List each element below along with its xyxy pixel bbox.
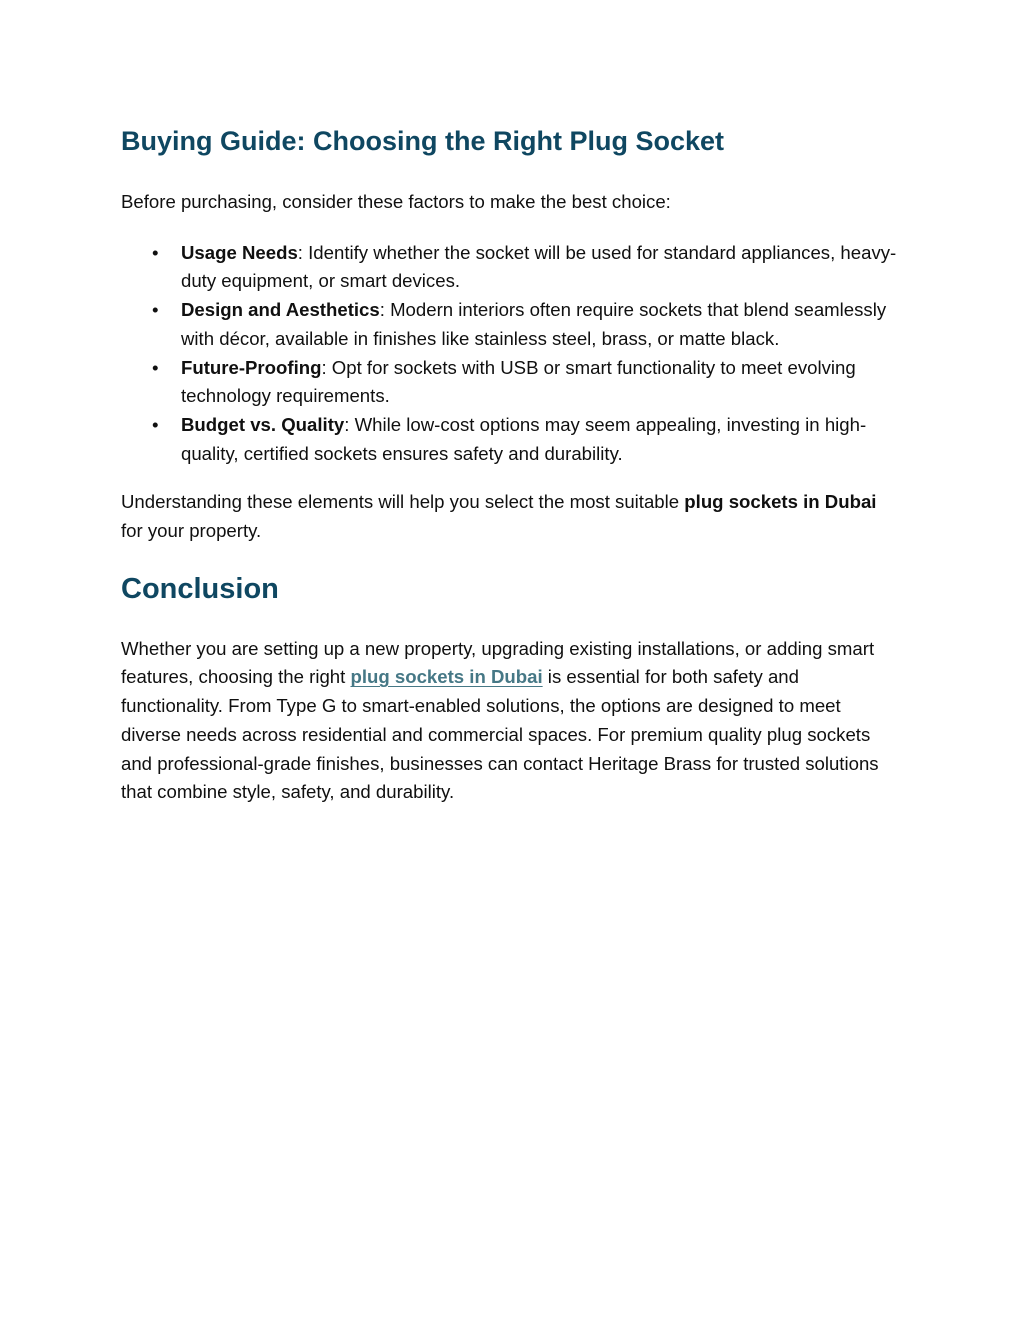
list-item-text: : Identify whether the socket will be used for standard appliances, heavy-duty equipment, or smart devices. xyxy=(181,241,897,292)
buying-guide-heading: Buying Guide: Choosing the Right Plug Socket xyxy=(121,126,724,156)
bullet-icon: • xyxy=(152,241,159,263)
bullet-icon: • xyxy=(152,356,159,378)
list-item-label: Future-Proofing xyxy=(181,356,322,378)
conclusion-text-before: Whether you are setting up a new property, upgrading existing installations, or adding smart features, choosing the right xyxy=(121,637,875,688)
list-item-text: : While low-cost options may seem appealing, investing in high-quality, certified sockets ensures safety and durability. xyxy=(181,413,867,464)
list-item-future-proofing xyxy=(121,354,903,411)
factors-list xyxy=(121,239,903,469)
conclusion-text-after: is essential for both safety and functionality. From Type G to smart-enabled solutions, the options are designed to meet diverse needs across residential and commercial spaces. For premium quality plug sockets and professional-grade finishes, businesses can contact Heritage Brass for trusted solutions that combine style, safety, and durability. xyxy=(121,666,879,803)
intro-paragraph: Before purchasing, consider these factors to make the best choice: xyxy=(121,191,671,212)
list-item-usage-needs xyxy=(121,239,903,296)
list-item-label: Budget vs. Quality xyxy=(181,413,345,435)
closing-text-before: Understanding these elements will help you select the most suitable xyxy=(121,491,685,513)
bullet-icon: • xyxy=(152,413,159,435)
list-item-design-aesthetics xyxy=(121,296,903,353)
list-item-budget-quality xyxy=(121,411,903,468)
closing-bold-phrase: plug sockets in Dubai xyxy=(684,491,877,513)
closing-paragraph xyxy=(121,488,903,545)
closing-text-after: for your property. xyxy=(121,520,262,542)
list-item-text: : Modern interiors often require sockets that blend seamlessly with décor, available in finishes like stainless steel, brass, or matte black. xyxy=(181,299,887,349)
list-item-label: Usage Needs xyxy=(181,241,298,263)
plug-sockets-in-dubai-link[interactable]: plug sockets in Dubai xyxy=(350,666,543,688)
conclusion-heading: Conclusion xyxy=(121,572,279,605)
conclusion-paragraph xyxy=(121,635,903,807)
bullet-icon: • xyxy=(152,299,159,321)
list-item-label: Design and Aesthetics xyxy=(181,299,380,321)
list-item-text: : Opt for sockets with USB or smart functionality to meet evolving technology requirements. xyxy=(181,356,856,407)
